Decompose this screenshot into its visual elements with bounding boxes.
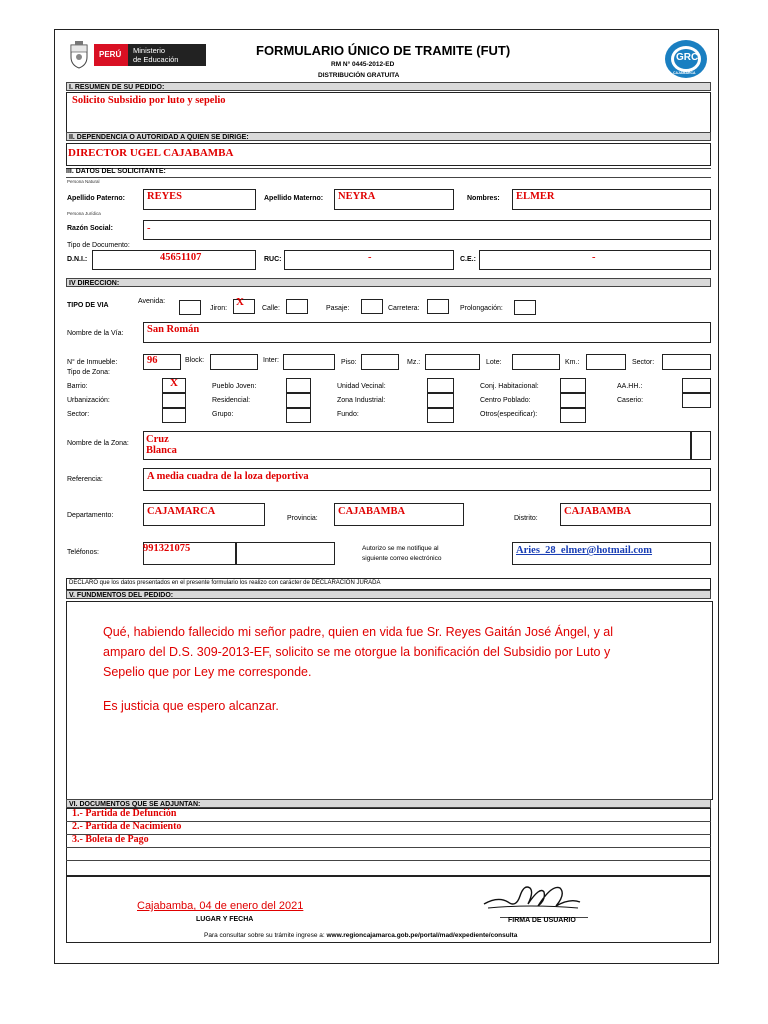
- telefono-field-2[interactable]: [236, 542, 335, 565]
- section4-header: IV DIRECCION:: [66, 278, 711, 287]
- jiron-label: Jiron:: [210, 305, 228, 312]
- conj-habitacional-checkbox[interactable]: [560, 378, 586, 393]
- fundo-checkbox[interactable]: [427, 408, 454, 423]
- caserio-label: Caserio:: [617, 397, 644, 404]
- mz-field[interactable]: [425, 354, 480, 370]
- distribution-label: DISTRIBUCIÓN GRATUITA: [318, 72, 400, 79]
- sector-checkbox[interactable]: [162, 408, 186, 423]
- coat-of-arms-icon: [66, 41, 92, 69]
- paterno-label: Apellido Paterno:: [67, 195, 125, 202]
- telefonos-label: Teléfonos:: [67, 549, 99, 556]
- rm-number: RM N° 0445-2012-ED: [331, 61, 395, 68]
- signature-icon: [480, 878, 585, 918]
- section3-header: III. DATOS DEL SOLICITANTE:: [66, 168, 166, 175]
- divider: [66, 847, 711, 848]
- otros-checkbox[interactable]: [560, 408, 586, 423]
- persona-natural-label: Persona Natural: [67, 179, 100, 184]
- jiron-mark: X: [236, 296, 244, 308]
- section5-header: V. FUNDMENTOS DEL PEDIDO:: [66, 590, 711, 599]
- mz-label: Mz.:: [407, 359, 421, 366]
- fundamentos-line2: amparo del D.S. 309-2013-EF, solicito se me otorgue la bonificación del Subsidio por Luto y: [103, 645, 611, 659]
- razon-social-field[interactable]: [143, 220, 711, 240]
- piso-label: Piso:: [341, 359, 357, 366]
- calle-checkbox[interactable]: [286, 299, 308, 314]
- unidad-vecinal-checkbox[interactable]: [427, 378, 454, 393]
- autorizo-line2: siguiente correo electrónico: [362, 555, 442, 562]
- ministry-badge: [128, 44, 206, 66]
- barrio-mark: X: [170, 377, 178, 389]
- prolongacion-checkbox[interactable]: [514, 300, 536, 315]
- ruc-value: -: [368, 252, 372, 263]
- inmueble-value: 96: [147, 355, 158, 366]
- request-summary-value: Solicito Subsidio por luto y sepelio: [72, 95, 226, 106]
- departamento-value: CAJAMARCA: [147, 506, 216, 517]
- zona-name-extra-field[interactable]: [691, 431, 711, 460]
- tipo-documento-label: Tipo de Documento:: [67, 242, 130, 249]
- pasaje-label: Pasaje:: [326, 305, 350, 312]
- pueblo-joven-checkbox[interactable]: [286, 378, 311, 393]
- inmueble-label: N° de Inmueble:: [67, 359, 118, 366]
- urbanizacion-checkbox[interactable]: [162, 393, 186, 408]
- consult-url[interactable]: www.regioncajamarca.gob.pe/portal/mad/expediente/consulta: [326, 932, 518, 939]
- section1-header: I. RESUMEN DE SU PEDIDO:: [66, 82, 711, 91]
- carretera-label: Carretera:: [388, 305, 420, 312]
- fundamentos-conclusion: Es justicia que espero alcanzar.: [103, 699, 279, 713]
- fundamentos-line3: Sepelio que por Ley me corresponde.: [103, 665, 312, 679]
- consult-text: [204, 932, 517, 939]
- place-date-value: Cajabamba, 04 de enero del 2021: [137, 900, 304, 912]
- razon-social-label: Razón Social:: [67, 225, 113, 232]
- ministry-logo: [66, 41, 206, 69]
- referencia-label: Referencia:: [67, 476, 103, 483]
- provincia-label: Provincia:: [287, 515, 318, 522]
- piso-field[interactable]: [361, 354, 399, 370]
- zona-industrial-label: Zona Industrial:: [337, 397, 386, 404]
- zona-name-line2: Blanca: [146, 445, 177, 456]
- consult-prefix: Para consultar sobre su trámite ingrese a:: [204, 932, 327, 939]
- pueblo-joven-label: Pueblo Joven:: [212, 383, 257, 390]
- unidad-vecinal-label: Unidad Vecinal:: [337, 383, 386, 390]
- declaracion-text: DECLARO que los datos presentados en el presente formulario los realizo con carácter de DECLARACIÓN JURADA: [69, 580, 381, 586]
- nombres-value: ELMER: [516, 191, 555, 202]
- provincia-value: CAJABAMBA: [338, 506, 406, 517]
- fundamentos-text: [103, 622, 613, 716]
- aahh-label: AA.HH.:: [617, 383, 643, 390]
- section6-header: VI. DOCUMENTOS QUE SE ADJUNTAN:: [66, 799, 711, 808]
- form-title: FORMULARIO ÚNICO DE TRAMITE (FUT): [256, 43, 511, 58]
- zona-name-line1: Cruz: [146, 434, 169, 445]
- barrio-label: Barrio:: [67, 383, 88, 390]
- via-name-value: San Román: [147, 324, 200, 335]
- residencial-label: Residencial:: [212, 397, 251, 404]
- seal-text: GRC: [676, 52, 699, 63]
- dni-value: 45651107: [160, 252, 202, 263]
- email-value[interactable]: Aries_28_elmer@hotmail.com: [516, 545, 653, 556]
- lote-label: Lote:: [486, 359, 502, 366]
- carretera-checkbox[interactable]: [427, 299, 449, 314]
- pasaje-checkbox[interactable]: [361, 299, 383, 314]
- centro-poblado-label: Centro Poblado:: [480, 397, 531, 404]
- via-name-field[interactable]: [143, 322, 711, 343]
- urbanizacion-label: Urbanización:: [67, 397, 110, 404]
- document-item: 3.- Boleta de Pago: [72, 834, 149, 845]
- tipo-via-label: TIPO DE VIA: [67, 302, 109, 309]
- dni-label: D.N.I.:: [67, 256, 88, 263]
- materno-value: NEYRA: [338, 191, 376, 202]
- ministry-line1: Ministerio: [133, 46, 166, 55]
- distrito-label: Distrito:: [514, 515, 538, 522]
- via-name-label: Nombre de la Vía:: [67, 330, 124, 337]
- inter-field[interactable]: [283, 354, 335, 370]
- residencial-checkbox[interactable]: [286, 393, 311, 408]
- avenida-label: Avenida:: [138, 298, 166, 305]
- km-label: Km.:: [565, 359, 580, 366]
- persona-juridica-label: Persona Jurídica: [67, 211, 101, 216]
- sector-label: Sector:: [67, 411, 90, 418]
- section2-header: II. DEPENDENCIA O AUTORIDAD A QUIEN SE DIRIGE:: [66, 132, 711, 141]
- grupo-label: Grupo:: [212, 411, 234, 418]
- ce-value: -: [592, 252, 596, 263]
- divider: [66, 177, 711, 178]
- zona-name-label: Nombre de la Zona:: [67, 440, 129, 447]
- fundamentos-line1: Qué, habiendo fallecido mi señor padre, quien en vida fue Sr. Reyes Gaitán José Ángel, y al: [103, 625, 614, 639]
- sector-top-field[interactable]: [662, 354, 711, 370]
- paterno-value: REYES: [147, 191, 183, 202]
- fundo-label: Fundo:: [337, 411, 359, 418]
- zona-name-field[interactable]: [143, 431, 691, 460]
- calle-label: Calle:: [262, 305, 280, 312]
- prolongacion-label: Prolongación:: [460, 305, 503, 312]
- zona-industrial-checkbox[interactable]: [427, 393, 454, 408]
- ruc-label: RUC:: [264, 256, 282, 263]
- nombres-label: Nombres:: [467, 195, 500, 202]
- caserio-checkbox[interactable]: [682, 393, 711, 408]
- referencia-value: A media cuadra de la loza deportiva: [147, 471, 309, 482]
- divider: [66, 860, 711, 861]
- document-item: 1.- Partida de Defunción: [72, 808, 177, 819]
- centro-poblado-checkbox[interactable]: [560, 393, 586, 408]
- peru-badge: [94, 44, 128, 66]
- grupo-checkbox[interactable]: [286, 408, 311, 423]
- departamento-label: Departamento:: [67, 512, 114, 519]
- firma-label: FIRMA DE USUARIO: [508, 917, 576, 924]
- inter-label: Inter:: [263, 357, 279, 364]
- ce-label: C.E.:: [460, 256, 476, 263]
- telefono-value: 991321075: [143, 543, 191, 554]
- document-item: 2.- Partida de Nacimiento: [72, 821, 182, 832]
- regional-seal: [664, 39, 708, 79]
- materno-label: Apellido Materno:: [264, 195, 324, 202]
- km-field[interactable]: [586, 354, 626, 370]
- lote-field[interactable]: [512, 354, 560, 370]
- razon-social-value: -: [147, 223, 151, 234]
- divider: [66, 834, 711, 835]
- ministry-line2: de Educación: [133, 55, 179, 64]
- aahh-checkbox[interactable]: [682, 378, 711, 393]
- distrito-value: CAJABAMBA: [564, 506, 632, 517]
- tipo-zona-label: Tipo de Zona:: [67, 369, 110, 376]
- sector-top-label: Sector:: [632, 359, 655, 366]
- block-label: Block:: [185, 357, 205, 364]
- otros-label: Otros(especificar):: [480, 411, 538, 418]
- autorizo-line1: Autorizo se me notifique al: [362, 545, 439, 552]
- conj-habitacional-label: Conj. Habitacional:: [480, 383, 539, 390]
- lugar-fecha-label: LUGAR Y FECHA: [196, 916, 254, 923]
- block-field[interactable]: [210, 354, 258, 370]
- authority-value: DIRECTOR UGEL CAJABAMBA: [68, 147, 234, 159]
- peru-label: PERÚ: [99, 50, 122, 59]
- avenida-checkbox[interactable]: [179, 300, 201, 315]
- seal-subtext: CAJAMARCA: [673, 71, 696, 75]
